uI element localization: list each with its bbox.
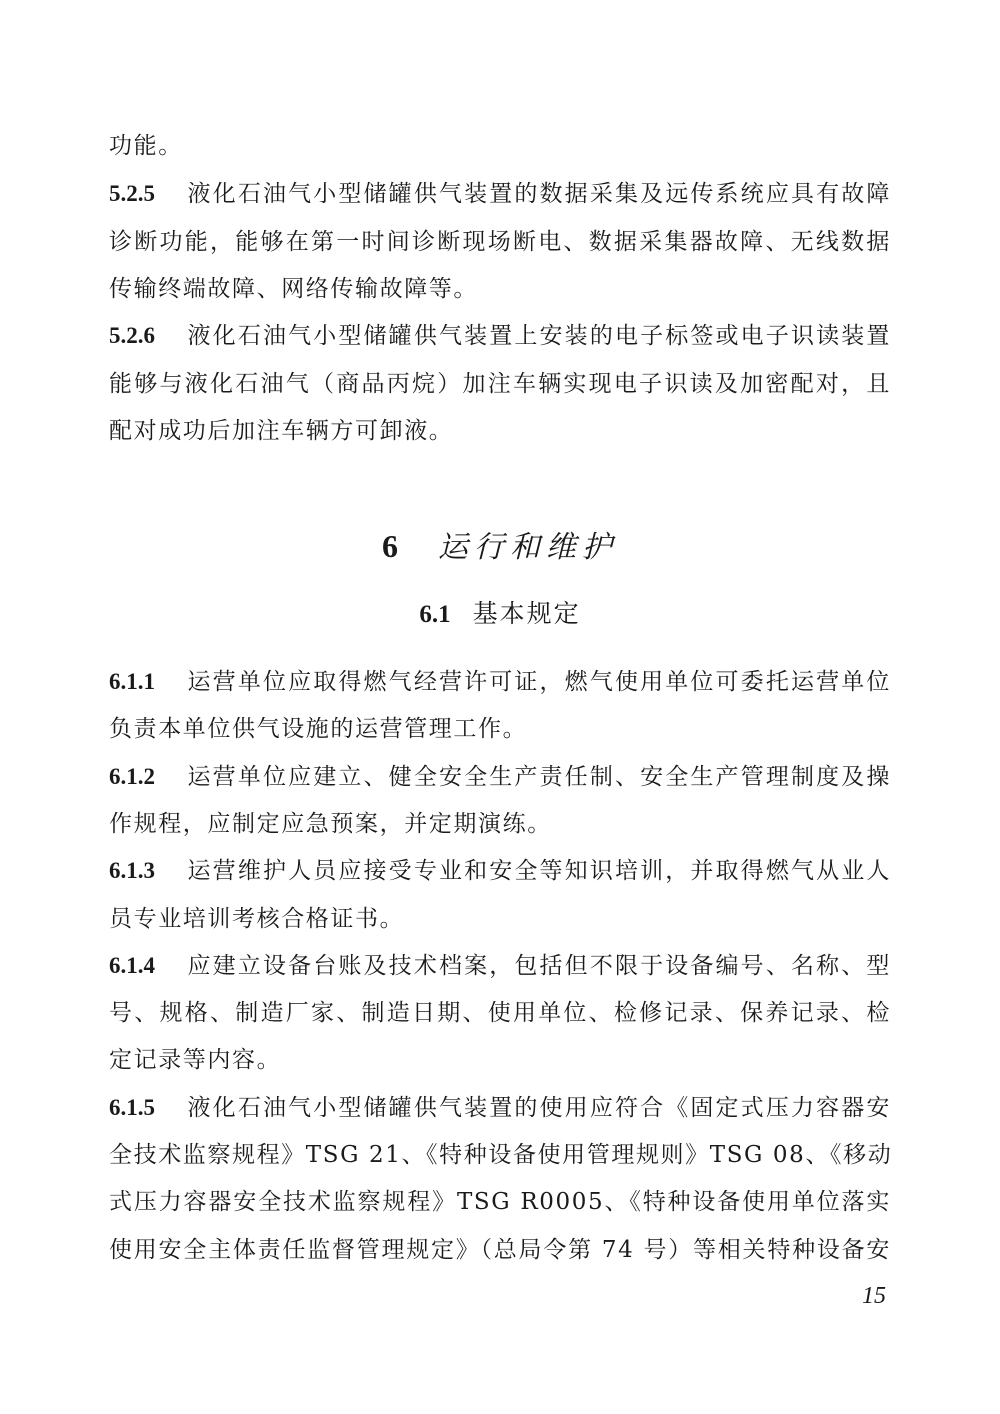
clause-6-1-3 [109,855,891,887]
text-line: 号、规格、制造厂家、制造日期、使用单位、检修记录、保养记录、检 [109,1000,891,1026]
clause-number: 5.2.5 [109,181,155,206]
text-line: 作规程，应制定应急预案，并定期演练。 [109,811,552,837]
text-line: 应建立设备台账及技术档案，包括但不限于设备编号、名称、型 [187,953,891,979]
clause-6-1-4 [109,950,891,982]
text-line: 负责本单位供气设施的运营管理工作。 [109,716,528,742]
chapter-heading [0,524,1000,570]
page-number: 15 [862,1283,886,1309]
text-line: 诊断功能，能够在第一时间诊断现场断电、数据采集器故障、无线数据 [109,229,891,255]
section-heading [0,596,1000,633]
paragraph-continuation [109,130,891,162]
text-line: 液化石油气小型储罐供气装置的数据采集及远传系统应具有故障 [187,181,891,207]
text-line: 功能。 [109,133,183,159]
text-line: 使用安全主体责任监督管理规定》（总局令第 74 号）等相关特种设备安 [109,1237,891,1263]
text-line: 定记录等内容。 [109,1047,282,1073]
clause-number: 6.1.1 [109,669,155,694]
chapter-title: 运行和维护 [438,530,618,565]
text-line: 运营单位应取得燃气经营许可证，燃气使用单位可委托运营单位 [187,669,891,695]
clause-number: 6.1.2 [109,764,155,789]
clause-number: 5.2.6 [109,323,155,348]
clause-6-1-1 [109,666,891,698]
clause-5-2-5 [109,178,891,210]
clause-5-2-6 [109,320,891,352]
text-line: 配对成功后加注车辆方可卸液。 [109,418,454,444]
section-number: 6.1 [419,601,451,628]
clause-6-1-2 [109,761,891,793]
clause-number: 6.1.3 [109,858,155,883]
text-line: 液化石油气小型储罐供气装置的使用应符合《固定式压力容器安 [187,1095,891,1121]
text-line: 员专业培训考核合格证书。 [109,906,405,932]
chapter-number: 6 [382,528,398,564]
text-line: 式压力容器安全技术监察规程》TSG R0005、《特种设备使用单位落实 [109,1189,891,1215]
text-line: 运营单位应建立、健全安全生产责任制、安全生产管理制度及操 [187,764,891,790]
section-title: 基本规定 [472,599,581,628]
clause-6-1-5 [109,1092,891,1124]
text-line: 运营维护人员应接受专业和安全等知识培训，并取得燃气从业人 [187,858,891,884]
clause-number: 6.1.5 [109,1095,155,1120]
text-line: 传输终端故障、网络传输故障等。 [109,276,478,302]
text-line: 液化石油气小型储罐供气装置上安装的电子标签或电子识读装置 [187,323,891,349]
text-line: 能够与液化石油气（商品丙烷）加注车辆实现电子识读及加密配对，且 [109,371,891,397]
clause-number: 6.1.4 [109,953,155,978]
text-line: 全技术监察规程》TSG 21、《特种设备使用管理规则》TSG 08、《移动 [109,1142,893,1168]
